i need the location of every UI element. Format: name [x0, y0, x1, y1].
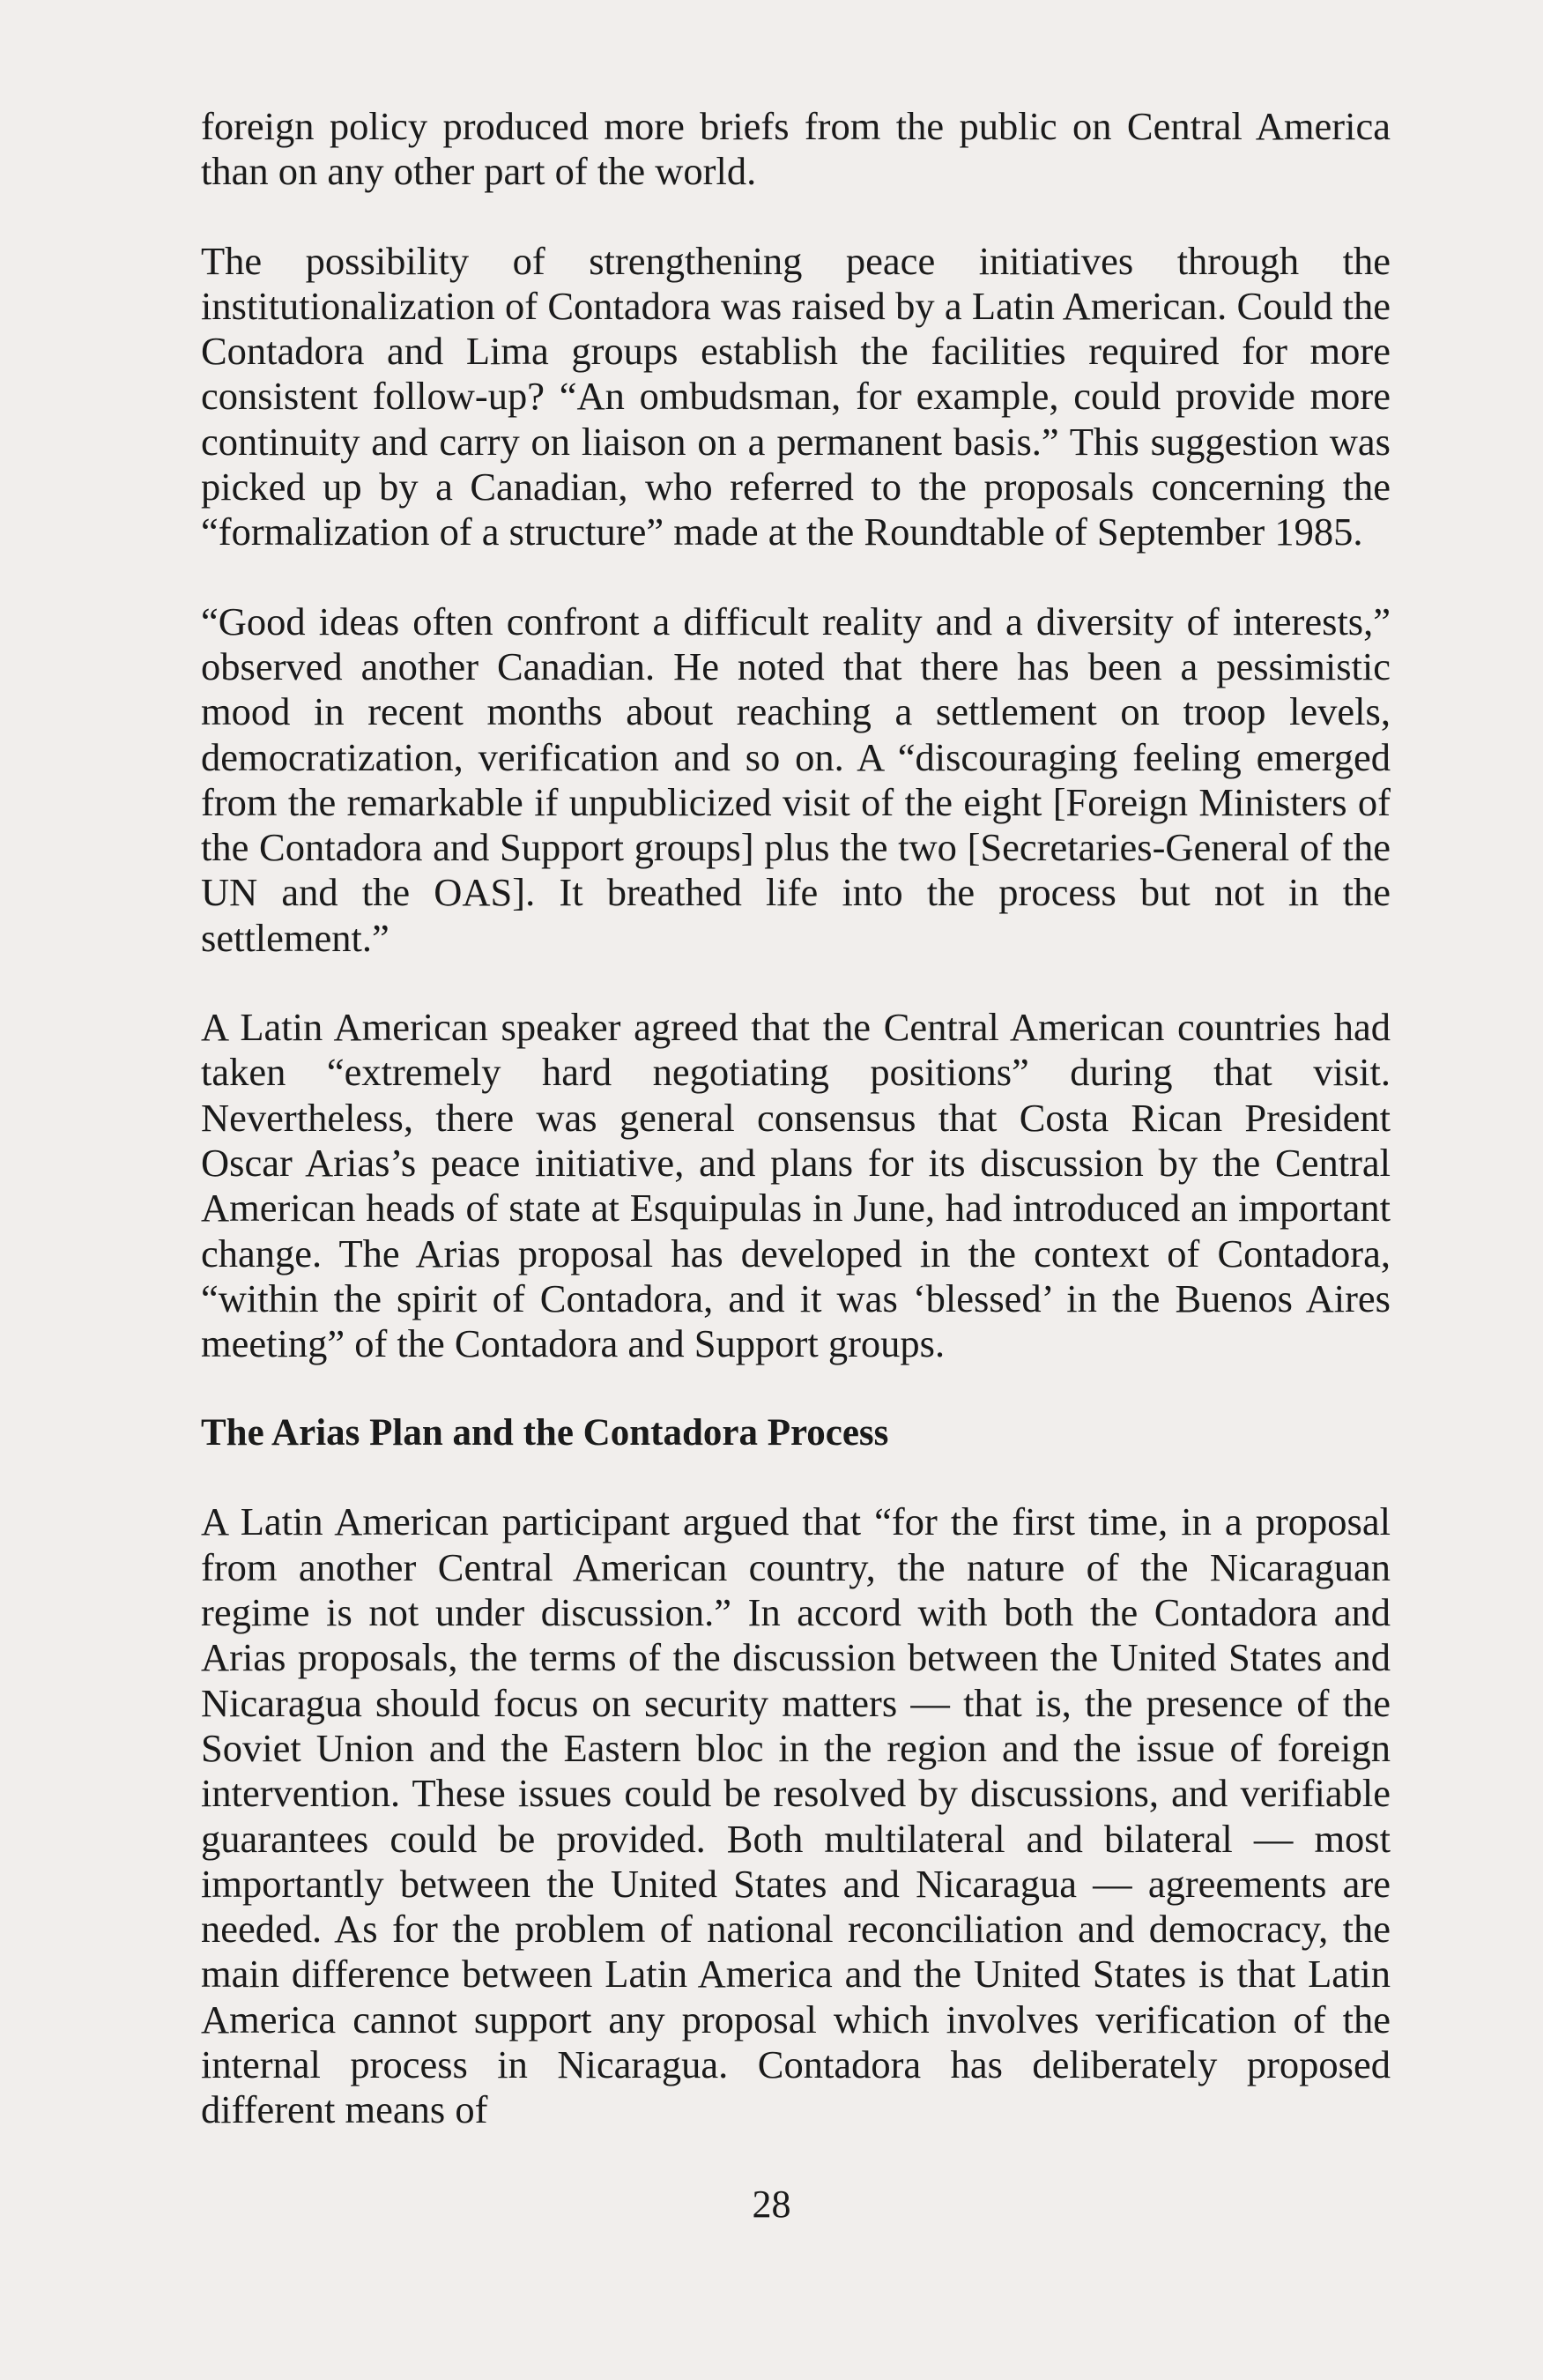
- paragraph: A Latin American participant argued that “for the first time, in a proposal from another Central American country, the nature of the Nicaraguan regime is not under discussion.” In accord with both the Contadora and Arias proposals, the terms of the discussion between the United States and Nicaragua should focus on security matters — that is, the presence of the Soviet Union and the Eastern bloc in the region and the issue of foreign intervention. These issues could be resolved by discussions, and verifiable guarantees could be provided. Both multilateral and bilateral — most importantly between the United States and Nicaragua — agreements are needed. As for the problem of national reconciliation and democracy, the main difference between Latin America and the United States is that Latin America cannot support any proposal which involves verification of the internal process in Nicaragua. Contadora has deliberately proposed different means of: [201, 1499, 1391, 2132]
- section-heading: The Arias Plan and the Contadora Process: [201, 1412, 889, 1454]
- body-text: [201, 104, 1391, 2177]
- paragraph: foreign policy produced more briefs from the public on Central America than on any other part of the world.: [201, 104, 1391, 194]
- page-number: 28: [752, 2183, 791, 2226]
- paragraph: The possibility of strengthening peace initiatives through the institutionalization of Contadora was raised by a Latin American. Could the Contadora and Lima groups establish the facilities required for more consistent follow-up? “An ombudsman, for example, could provide more continuity and carry on liaison on a permanent basis.” This suggestion was picked up by a Canadian, who referred to the proposals concerning the “formalization of a structure” made at the Roundtable of September 1985.: [201, 238, 1391, 554]
- paragraph: “Good ideas often confront a difficult reality and a diversity of interests,” observed another Canadian. He noted that there has been a pessimistic mood in recent months about reaching a settlement on troop levels, democratization, verification and so on. A “discouraging feeling emerged from the remarkable if unpublicized visit of the eight [Foreign Ministers of the Contadora and Support groups] plus the two [Secretaries-General of the UN and the OAS]. It breathed life into the process but not in the settlement.”: [201, 599, 1391, 960]
- paragraph: A Latin American speaker agreed that the Central American countries had taken “extremely hard negotiating positions” during that visit. Nevertheless, there was general consensus that Costa Rican President Oscar Arias’s peace initiative, and plans for its discussion by the Central American heads of state at Esquipulas in June, had introduced an important change. The Arias proposal has developed in the context of Contadora, “within the spirit of Contadora, and it was ‘blessed’ in the Buenos Aires meeting” of the Contadora and Support groups.: [201, 1005, 1391, 1366]
